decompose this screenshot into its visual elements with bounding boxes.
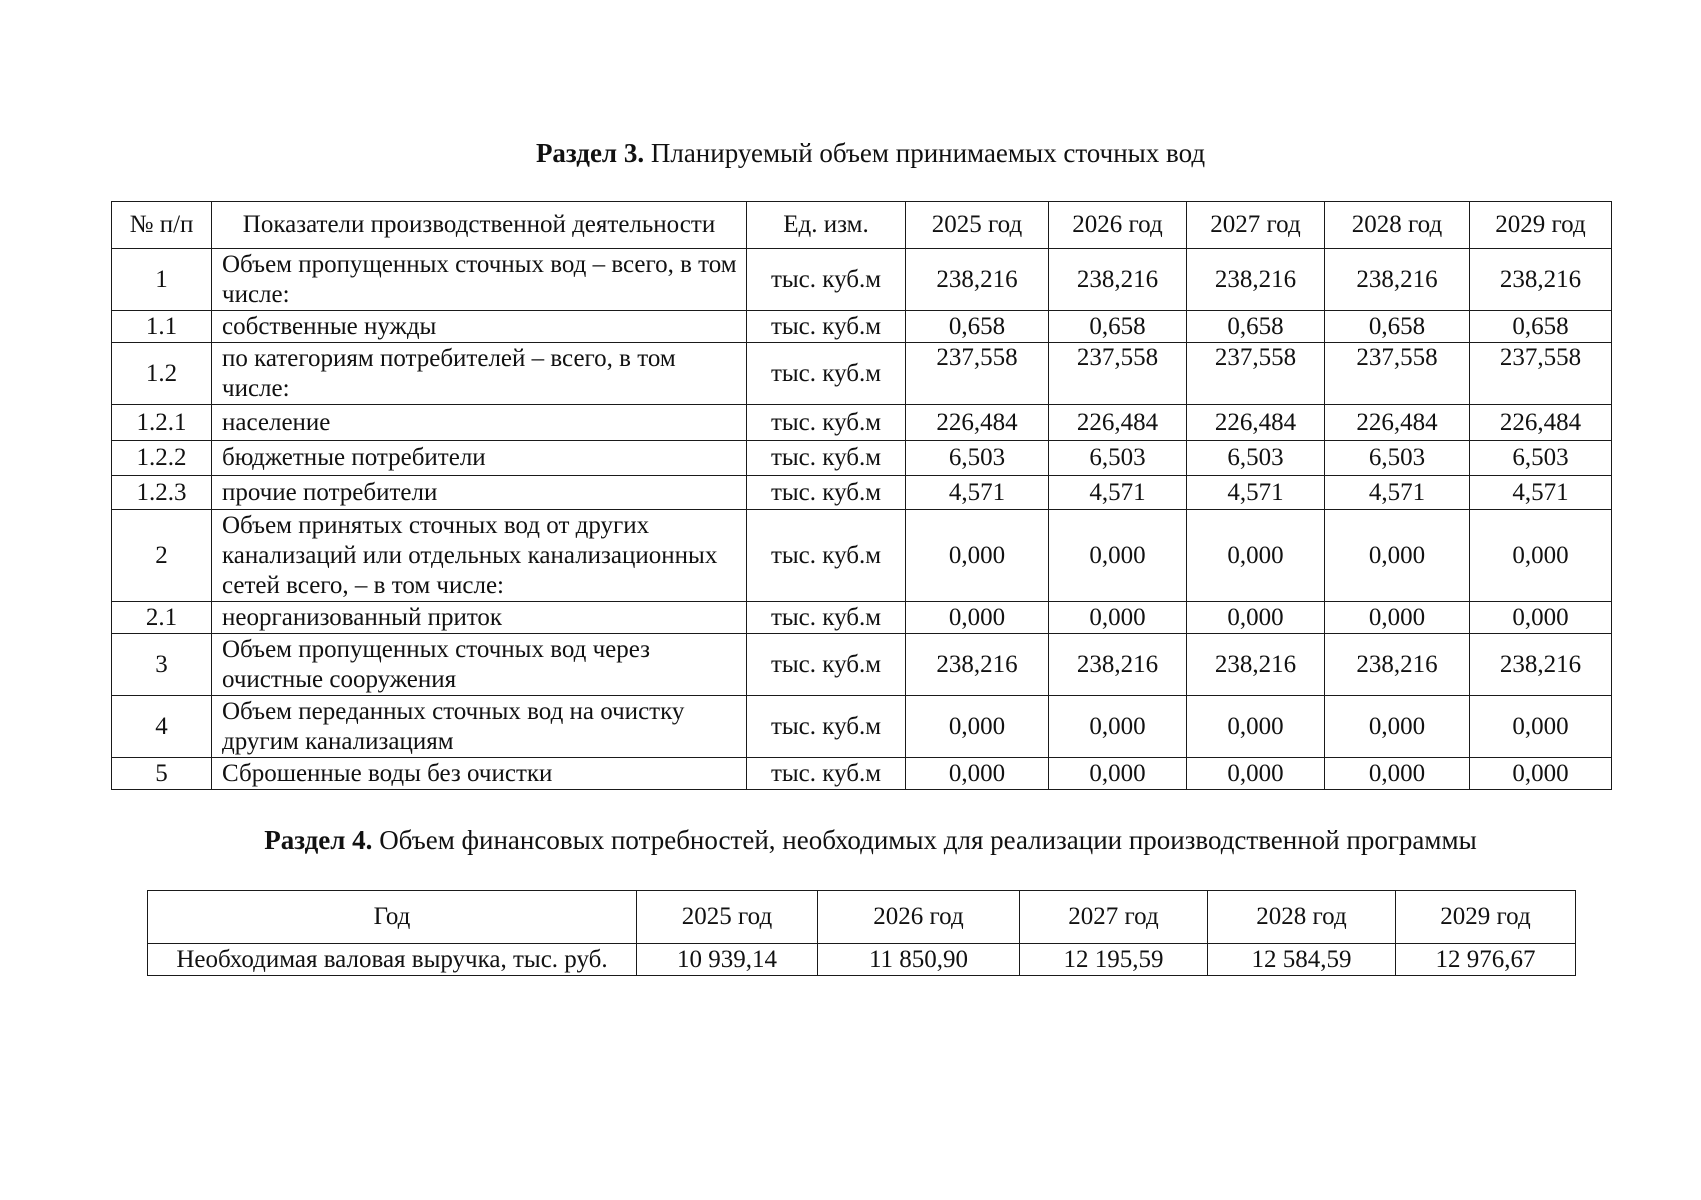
value-cell: 0,000 [906,602,1049,634]
value-cell: 0,000 [1325,510,1470,602]
value-cell: 0,000 [1187,758,1325,790]
row-number: 5 [112,758,212,790]
value-cell: 238,216 [1049,249,1187,311]
indicator-name: Объем принятых сточных вод от других канализаций или отдельных канализационных сетей всего, – в том числе: [212,510,747,602]
value-cell: 0,000 [1049,510,1187,602]
header-cell: 2026 год [1049,202,1187,249]
header-cell: 2027 год [1187,202,1325,249]
value-cell: 0,000 [906,758,1049,790]
table-row [112,634,1612,696]
header-cell: 2028 год [1325,202,1470,249]
value-cell: 12 195,59 [1020,944,1208,976]
unit-cell: тыс. куб.м [747,758,906,790]
value-cell: 237,558 [1325,343,1470,405]
unit-cell: тыс. куб.м [747,696,906,758]
table-row [112,758,1612,790]
value-cell: 0,658 [1470,311,1612,343]
unit-cell: тыс. куб.м [747,405,906,441]
value-cell: 0,000 [1325,602,1470,634]
header-cell: Ед. изм. [747,202,906,249]
value-cell: 0,000 [1470,510,1612,602]
value-cell: 238,216 [1325,249,1470,311]
value-cell: 0,000 [1325,758,1470,790]
value-cell: 0,658 [1049,311,1187,343]
table-header-row [112,202,1612,249]
table-row [112,405,1612,441]
indicator-name: Сброшенные воды без очистки [212,758,747,790]
row-number: 1.2.3 [112,476,212,510]
value-cell: 12 976,67 [1396,944,1576,976]
value-cell: 6,503 [1049,441,1187,476]
value-cell: 0,000 [1187,510,1325,602]
wastewater-volume-table [111,201,1612,790]
value-cell: 6,503 [1325,441,1470,476]
value-cell: 4,571 [1325,476,1470,510]
section-3-title [20,137,1701,169]
value-cell: 237,558 [1049,343,1187,405]
indicator-name: население [212,405,747,441]
section-3-title-text: Планируемый объем принимаемых сточных вод [644,138,1206,168]
value-cell: 0,000 [1470,602,1612,634]
value-cell: 226,484 [1325,405,1470,441]
table-row [112,510,1612,602]
table-row [112,311,1612,343]
value-cell: 12 584,59 [1208,944,1396,976]
value-cell: 4,571 [1470,476,1612,510]
value-cell: 10 939,14 [637,944,818,976]
row-number: 2 [112,510,212,602]
row-number: 1.1 [112,311,212,343]
value-cell: 0,000 [1049,758,1187,790]
header-cell: 2029 год [1396,891,1576,944]
value-cell: 238,216 [906,249,1049,311]
value-cell: 226,484 [906,405,1049,441]
value-cell: 0,000 [1049,696,1187,758]
indicator-name: по категориям потребителей – всего, в том числе: [212,343,747,405]
indicator-name: Объем пропущенных сточных вод – всего, в том числе: [212,249,747,311]
value-cell: 6,503 [906,441,1049,476]
section-4-title-bold: Раздел 4. [264,825,373,855]
header-cell: 2025 год [906,202,1049,249]
value-cell: 4,571 [1187,476,1325,510]
table-row [112,696,1612,758]
value-cell: 238,216 [1187,634,1325,696]
header-cell: 2025 год [637,891,818,944]
value-cell: 238,216 [1049,634,1187,696]
value-cell: 0,658 [906,311,1049,343]
unit-cell: тыс. куб.м [747,441,906,476]
header-cell: 2029 год [1470,202,1612,249]
value-cell: 238,216 [1187,249,1325,311]
indicator-name: бюджетные потребители [212,441,747,476]
value-cell: 11 850,90 [818,944,1020,976]
value-cell: 0,000 [1325,696,1470,758]
value-cell: 0,000 [906,696,1049,758]
value-cell: 226,484 [1187,405,1325,441]
value-cell: 0,000 [1470,696,1612,758]
row-number: 4 [112,696,212,758]
value-cell: 0,000 [1187,602,1325,634]
value-cell: 4,571 [906,476,1049,510]
unit-cell: тыс. куб.м [747,602,906,634]
table-row [112,476,1612,510]
value-cell: 6,503 [1470,441,1612,476]
value-cell: 238,216 [1470,249,1612,311]
value-cell: 226,484 [1470,405,1612,441]
row-number: 3 [112,634,212,696]
row-number: 1.2 [112,343,212,405]
value-cell: 0,658 [1187,311,1325,343]
header-cell: 2028 год [1208,891,1396,944]
financial-needs-table [147,890,1576,976]
row-label: Необходимая валовая выручка, тыс. руб. [148,944,637,976]
table-row [112,441,1612,476]
row-number: 2.1 [112,602,212,634]
table-row [148,944,1576,976]
header-cell: № п/п [112,202,212,249]
section-4-title-text: Объем финансовых потребностей, необходимых для реализации производственной программы [372,825,1477,855]
indicator-name: собственные нужды [212,311,747,343]
indicator-name: прочие потребители [212,476,747,510]
section-3-title-bold: Раздел 3. [535,138,645,168]
row-number: 1.2.2 [112,441,212,476]
header-cell: Год [148,891,637,944]
unit-cell: тыс. куб.м [747,343,906,405]
unit-cell: тыс. куб.м [747,311,906,343]
value-cell: 0,000 [1049,602,1187,634]
value-cell: 237,558 [906,343,1049,405]
value-cell: 0,000 [906,510,1049,602]
unit-cell: тыс. куб.м [747,249,906,311]
value-cell: 4,571 [1049,476,1187,510]
header-cell: 2026 год [818,891,1020,944]
value-cell: 0,000 [1187,696,1325,758]
table-row [112,249,1612,311]
indicator-name: неорганизованный приток [212,602,747,634]
value-cell: 226,484 [1049,405,1187,441]
section-4-title [20,824,1701,856]
value-cell: 237,558 [1470,343,1612,405]
value-cell: 0,658 [1325,311,1470,343]
row-number: 1.2.1 [112,405,212,441]
indicator-name: Объем пропущенных сточных вод через очистные сооружения [212,634,747,696]
header-cell: 2027 год [1020,891,1208,944]
value-cell: 6,503 [1187,441,1325,476]
value-cell: 238,216 [906,634,1049,696]
value-cell: 0,000 [1470,758,1612,790]
value-cell: 237,558 [1187,343,1325,405]
value-cell: 238,216 [1325,634,1470,696]
indicator-name: Объем переданных сточных вод на очистку другим канализациям [212,696,747,758]
unit-cell: тыс. куб.м [747,510,906,602]
value-cell: 238,216 [1470,634,1612,696]
row-number: 1 [112,249,212,311]
unit-cell: тыс. куб.м [747,476,906,510]
table-header-row [148,891,1576,944]
table-row [112,602,1612,634]
table-row [112,343,1612,405]
unit-cell: тыс. куб.м [747,634,906,696]
header-cell: Показатели производственной деятельности [212,202,747,249]
